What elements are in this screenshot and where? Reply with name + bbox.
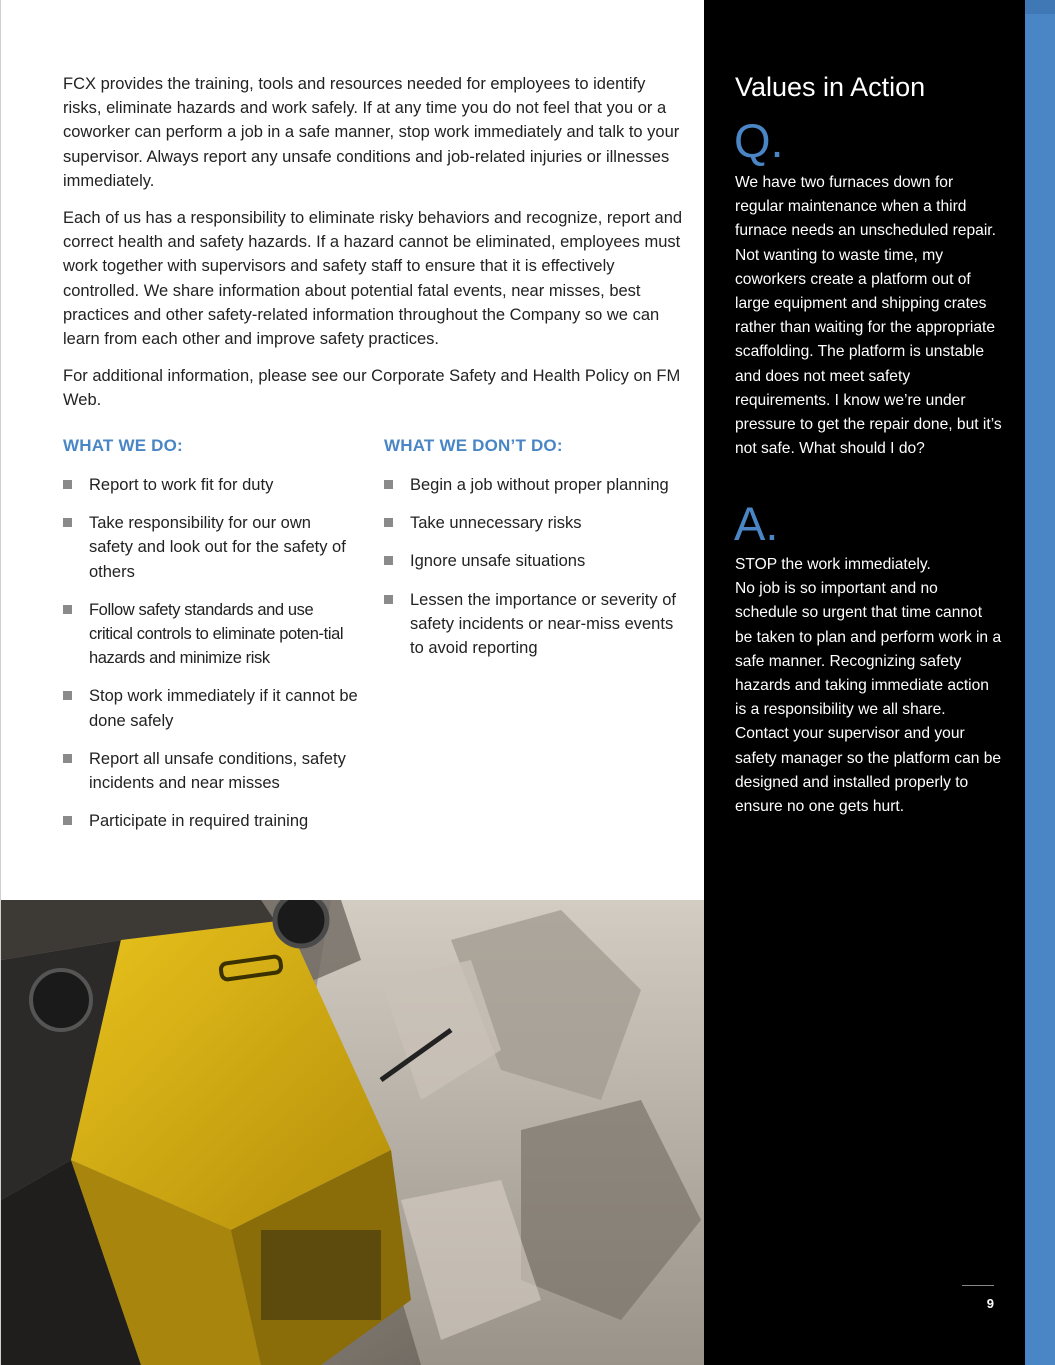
mining-equipment-photo bbox=[1, 900, 705, 1365]
list-item bbox=[63, 684, 359, 732]
answer-label: A. bbox=[734, 497, 779, 550]
page-number-rule bbox=[962, 1285, 994, 1286]
what-we-do-section bbox=[63, 436, 363, 847]
list-item-text: Report all unsafe conditions, safety incidents and near misses bbox=[89, 749, 346, 793]
list-item-text: Follow safety standards and use critical controls to eliminate poten-tial hazards and minimize risk bbox=[89, 600, 344, 668]
answer-line-2: No job is so important and no schedule so urgent that time cannot be taken to plan and perform work in a safe manner. Recognizing safety hazards and taking immediate action is a responsibility we all share. Contact your supervisor and your safety manager so the platform can be designed and installed properly to ensure no one gets hurt. bbox=[735, 580, 1002, 816]
list-item-text: Take unnecessary risks bbox=[410, 514, 582, 533]
intro-paragraph-3: For additional information, please see our Corporate Safety and Health Policy on FM Web. bbox=[63, 367, 681, 410]
intro-paragraph-2: Each of us has a responsibility to eliminate risky behaviors and recognize, report and correct health and safety hazards. If a hazard cannot be eliminated, employees must work together with supervisors and safety staff to ensure that it is effectively controlled. We share information about potential fatal events, near misses, best practices and other safety-related information throughout the Company so we can learn from each other and improve safety practices. bbox=[63, 209, 683, 349]
square-bullet-icon bbox=[63, 754, 72, 763]
square-bullet-icon bbox=[63, 480, 72, 489]
what-we-dont-do-section bbox=[384, 436, 684, 674]
list-item bbox=[63, 473, 359, 497]
list-item-text: Participate in required training bbox=[89, 812, 309, 831]
list-item bbox=[63, 747, 359, 795]
list-item-text: Stop work immediately if it cannot be done safely bbox=[89, 687, 358, 730]
question-label: Q. bbox=[734, 114, 784, 167]
list-item-text: Ignore unsafe situations bbox=[410, 552, 586, 571]
list-item bbox=[384, 511, 680, 535]
list-item-text: Begin a job without proper planning bbox=[410, 476, 669, 494]
square-bullet-icon bbox=[63, 816, 72, 825]
list-item-text: Lessen the importance or severity of safety incidents or near-miss events to avoid reporting bbox=[410, 590, 676, 658]
intro-paragraph-1: FCX provides the training, tools and resources needed for employees to identify risks, eliminate hazards and work safely. If at any time you do not feel that you or a coworker can perform a job in a safe manner, stop work immediately and talk to your supervisor. Always report any unsafe conditions and job-related injuries or illnesses immediately. bbox=[63, 75, 680, 190]
accent-bar-top bbox=[1025, 0, 1055, 14]
square-bullet-icon bbox=[384, 595, 393, 604]
list-item bbox=[63, 511, 359, 584]
list-item bbox=[384, 473, 680, 497]
values-in-action-title: Values in Action bbox=[735, 72, 926, 102]
square-bullet-icon bbox=[63, 518, 72, 527]
list-item bbox=[384, 588, 680, 661]
square-bullet-icon bbox=[384, 518, 393, 527]
list-item-text: Take responsibility for our own safety and look out for the safety of others bbox=[89, 514, 346, 581]
list-item-text: Report to work fit for duty bbox=[89, 476, 274, 494]
list-item bbox=[384, 549, 680, 573]
photo-illustration bbox=[1, 900, 705, 1365]
answer-line-1: STOP the work immediately. bbox=[735, 556, 931, 573]
what-we-dont-do-list bbox=[384, 473, 684, 660]
list-item bbox=[63, 809, 359, 833]
square-bullet-icon bbox=[63, 605, 72, 614]
page-number: 9 bbox=[986, 1296, 994, 1311]
square-bullet-icon bbox=[384, 480, 393, 489]
answer-text bbox=[735, 553, 1003, 819]
accent-bar bbox=[1025, 0, 1055, 1365]
question-text: We have two furnaces down for regular maintenance when a third furnace needs an unscheduled repair. Not wanting to waste time, my coworkers create a platform out of large equipment and shipping crates rather than waiting for the appropriate scaffolding. The platform is unstable and does not meet safety requirements. I know we’re under pressure to get the repair done, but it’s not safe. What should I do? bbox=[735, 174, 1002, 458]
list-item bbox=[63, 598, 359, 671]
square-bullet-icon bbox=[63, 691, 72, 700]
what-we-dont-do-heading: WHAT WE DON’T DO: bbox=[384, 436, 563, 455]
intro-text bbox=[63, 72, 683, 426]
what-we-do-heading: WHAT WE DO: bbox=[63, 436, 183, 455]
what-we-do-list bbox=[63, 473, 363, 833]
square-bullet-icon bbox=[384, 556, 393, 565]
